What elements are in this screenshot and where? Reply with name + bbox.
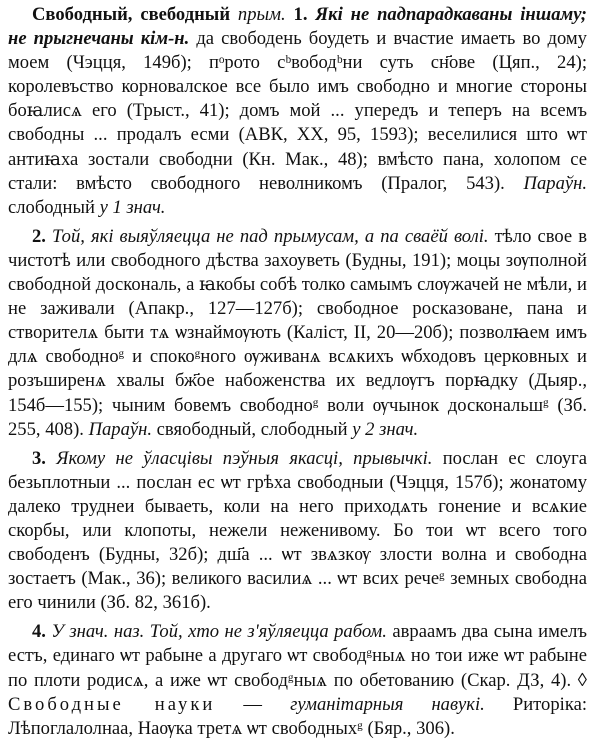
plain-text: — [215, 693, 291, 715]
bold-italic-text: Які не падпарадкаваны іншаму; не прыгнечаны кім-н. [8, 4, 587, 50]
italic-text: Параўн. [88, 418, 153, 440]
bold-text: 3. [32, 447, 57, 469]
plain-text: да свободень боудеть и вчастие имаеть во дому моем (Чэцця, 149б); пᵒрото сᵇвободᵇни суть сн҃ове (Цяп., 24); королевъство корновалское все было имъ свободно и многие стороны боꙗлисѧ его (Трыст., 41); домъ мой ... упередъ и теперъ на всемъ свободны ... продалъ есми (АВК, XX, 95, 1593); веселилися што ѡт антиꙗха зостали свободни (Кн. Мак., 48); вмѣсто пана, холопом се стали: вмѣсто свободного неволникомъ (Пралог, 543). [8, 28, 587, 194]
plain-text: Риторіка: Лѣпоглалолнаа, Наѹка третѧ ѡт свободныхᵍ (Бяр., 306). [8, 693, 587, 739]
italic-text: Той, які выяўляецца не пад прымусам, а па сваёй волі. [52, 225, 489, 247]
italic-text: У знач. наз. Той, хто не з'яўляецца рабом. [51, 621, 387, 643]
plain-text: слободный [8, 196, 100, 218]
bold-text: 2. [32, 225, 53, 247]
plain-text: послан ес слоуга безьплотныи ... послан ес ѡт грѣха свободныи (Чэцця, 157б); жонатому далеко труднеи бываеть, коли на него приходѧть гонение и всѧкие скорбы, или клопоты, нежели неженивому. Бо тои ѡт всего того свободенъ (Будны, 32б); дш҃а ... ѡт звѧзкѹ злости волна и свободна зостаетъ (Мак., 36); великого василиѧ ... ѡт всих речеᵍ земных свободна его чинили (Зб. 82, 361б). [8, 447, 587, 614]
italic-text: у 2 знач. [352, 418, 419, 440]
italic-text: гуманітарныя навукі. [290, 693, 485, 715]
sense-paragraph-3 [8, 620, 587, 740]
entry-headword-paragraph [8, 3, 587, 220]
plain-text: авраамъ два сына имелъ естъ, единаго ѡт рабыне а другаго ѡт свободᵍныѧ но тои иже ѡт рабыне по плоти родисѧ, а иже ѡт свободᵍныѧ по обетованию (Скар. ДЗ, 4). ◊ [8, 621, 587, 691]
bold-text: 1. [293, 4, 316, 25]
sense-paragraph-1 [8, 225, 587, 442]
plain-text: тѣло свое в чистотѣ или свободного дѣства захоуветь (Будны, 191); моцы зѹполной свободной доскональ, а ꙗкобы собѣ толко самымъ слѹжачей не мѣли, и не заживали (Апакр., 127—127б); свободное росказоване, пана и створителѧ быти тѧ ѡзнаймѹють (Каліст, II, 20—20б); позволꙗем имъ длѧ свободноᵍ и спокоᵍного ѹживанѧ всѧкихъ ѡбходовъ церковных и розъширенѧ хвалы бж҃ое набоженства их ведлѹгъ порꙗдку (Дыяр., 154б—155); чыним бовемъ свободноᵍ воли ѹчынок доскональшᵍ (Зб. 255, 408). [8, 225, 587, 440]
bold-text: Свободный, свебодный [32, 4, 231, 25]
sense-paragraph-2 [8, 447, 587, 616]
plain-text: свяободный, слободный [152, 418, 353, 440]
italic-text: Якому не ўласцівы пэўныя якасці, прывычкі. [56, 447, 433, 469]
dictionary-entry [8, 3, 587, 741]
bold-text: 4. [32, 621, 52, 643]
spaced-text: Свободные науки [8, 693, 216, 715]
italic-text: Параўн. [523, 172, 587, 194]
italic-text: прым. [230, 4, 294, 25]
italic-text: у 1 знач. [99, 196, 166, 218]
